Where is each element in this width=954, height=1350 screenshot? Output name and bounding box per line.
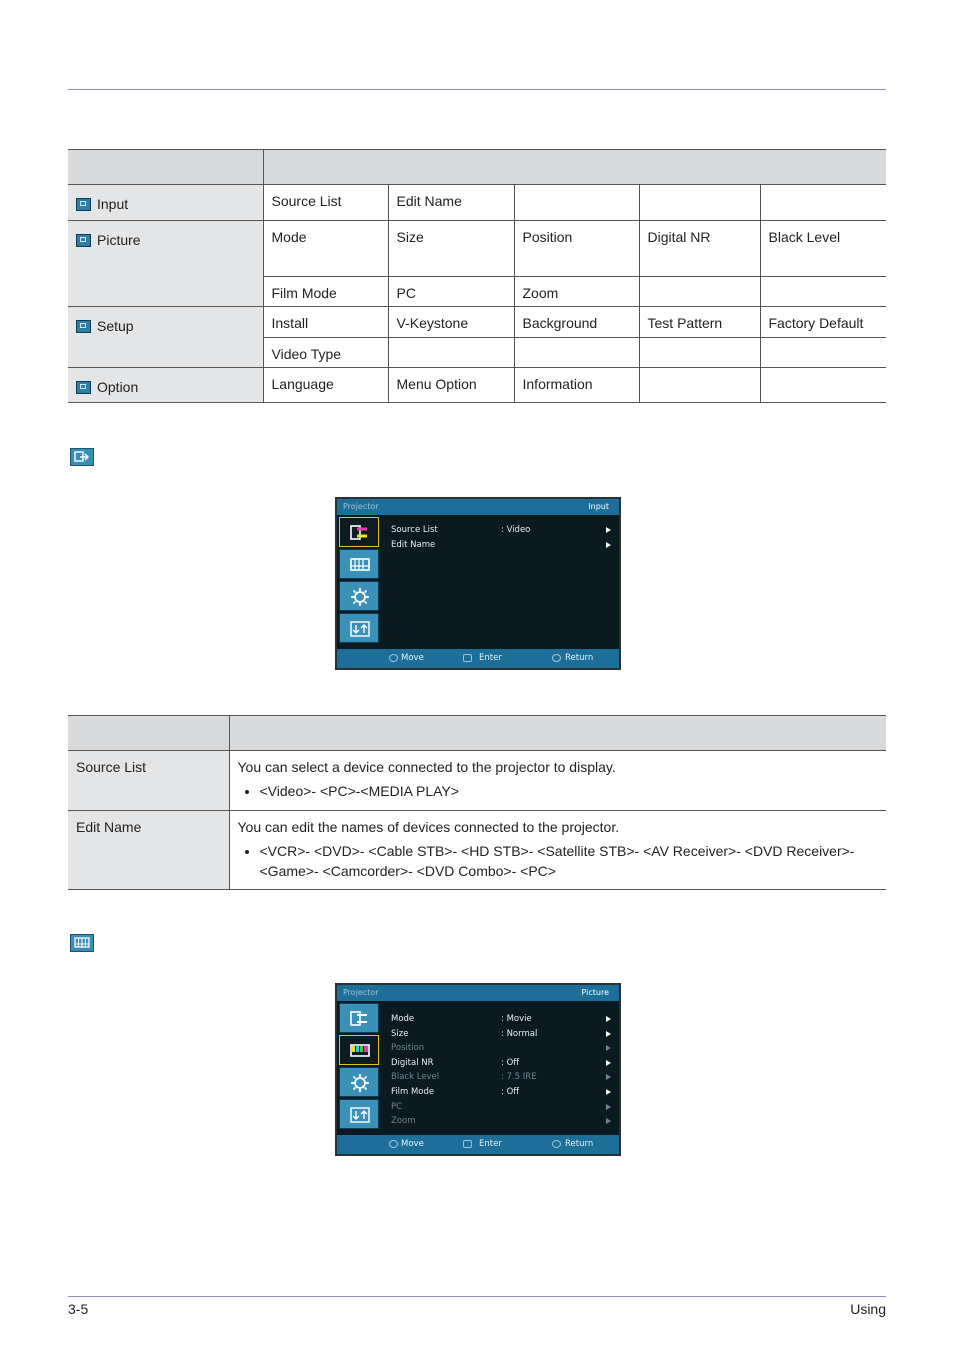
table-cell	[648, 277, 752, 285]
table-header-cell	[68, 716, 229, 751]
arrow-right-icon	[606, 1118, 611, 1124]
osd-footer-bar	[337, 1135, 619, 1154]
table-cell: Edit Name	[396, 193, 462, 209]
return-icon	[552, 1140, 561, 1148]
option-bullet: • <Video>- <PC>-<MEDIA PLAY>	[260, 781, 879, 801]
osd-move-label: Move	[401, 653, 424, 663]
osd-item-label: Digital NR	[391, 1057, 434, 1068]
table-cell: Menu Option	[396, 376, 477, 392]
osd-item[interactable]	[391, 538, 613, 553]
osd-enter-label: Enter	[479, 653, 502, 663]
picture-icon	[349, 555, 371, 575]
osd-tab-picture[interactable]	[339, 1035, 379, 1065]
menu-overview-table	[68, 149, 886, 403]
setup-icon	[76, 320, 91, 333]
section-name: Using	[850, 1301, 886, 1317]
return-icon	[552, 654, 561, 662]
osd-title-bar	[337, 499, 619, 515]
input-description-table	[68, 715, 886, 890]
table-header-cell	[68, 150, 263, 185]
category-cell	[68, 368, 263, 403]
arrow-right-icon	[606, 1045, 611, 1051]
osd-return-label: Return	[565, 1139, 594, 1149]
table-cell	[648, 185, 752, 193]
arrow-right-icon	[606, 1104, 611, 1110]
osd-footer-bar	[337, 649, 619, 668]
osd-tab-input[interactable]	[339, 1003, 379, 1033]
osd-tab-input[interactable]	[339, 517, 379, 547]
osd-item[interactable]	[391, 523, 613, 538]
table-cell: Information	[522, 376, 593, 392]
option-icon	[349, 1105, 371, 1125]
category-cell	[68, 221, 263, 307]
osd-tab-option[interactable]	[339, 1099, 379, 1129]
move-icon	[389, 654, 398, 662]
osd-item-value: : Video	[501, 525, 531, 535]
osd-brand: Projector	[343, 988, 379, 997]
category-label: Input	[97, 196, 129, 212]
table-cell: Test Pattern	[647, 315, 723, 331]
osd-item[interactable]	[391, 1056, 613, 1071]
osd-input-screen	[335, 497, 621, 670]
arrow-right-icon	[606, 527, 611, 533]
osd-item-value: : Movie	[501, 1014, 532, 1024]
osd-brand: Projector	[343, 502, 379, 511]
osd-item	[391, 1100, 613, 1115]
osd-item-label: Position	[391, 1043, 425, 1054]
arrow-right-icon	[606, 1074, 611, 1080]
table-cell	[769, 338, 879, 346]
osd-item-label: Zoom	[391, 1116, 416, 1127]
osd-item-list	[391, 1012, 613, 1129]
arrow-right-icon	[606, 1060, 611, 1066]
osd-move-label: Move	[401, 1139, 424, 1149]
category-cell	[68, 185, 263, 221]
option-icon	[76, 381, 91, 394]
table-cell: Position	[522, 229, 573, 245]
osd-item-value: : Off	[501, 1086, 520, 1097]
arrow-right-icon	[606, 1089, 611, 1095]
table-cell: Video Type	[271, 346, 342, 362]
osd-picture-screen	[335, 983, 621, 1156]
option-description: You can select a device connected to the projector to display.	[237, 759, 616, 775]
osd-item-value: : Off	[501, 1057, 520, 1068]
input-section-icon	[70, 448, 94, 466]
osd-item-label: Edit Name	[391, 539, 436, 550]
picture-icon	[76, 234, 91, 247]
category-label: Setup	[97, 318, 134, 334]
page-number: 3-5	[68, 1301, 89, 1317]
table-cell	[769, 185, 879, 193]
table-cell: Install	[271, 315, 309, 331]
header-rule	[68, 89, 886, 90]
option-desc-cell	[229, 751, 886, 811]
osd-item-label: Mode	[391, 1014, 415, 1024]
osd-menu-title: Input	[588, 502, 609, 511]
option-name-cell	[68, 811, 229, 890]
osd-item-list	[391, 523, 613, 552]
arrow-right-icon	[606, 1016, 611, 1022]
input-icon	[76, 198, 91, 211]
table-cell: Film Mode	[271, 285, 337, 301]
table-cell	[397, 338, 506, 346]
arrow-right-icon	[606, 542, 611, 548]
table-cell	[523, 338, 631, 346]
category-cell	[68, 307, 263, 368]
osd-item-label: Film Mode	[391, 1086, 435, 1097]
table-cell: Digital NR	[647, 229, 711, 245]
table-cell: PC	[396, 285, 416, 301]
table-cell: V-Keystone	[396, 315, 469, 331]
option-icon	[349, 619, 371, 639]
picture-section-icon	[70, 934, 94, 952]
osd-menu-title: Picture	[581, 988, 609, 997]
osd-tab-option[interactable]	[339, 613, 379, 643]
table-cell	[523, 185, 631, 193]
option-name: Edit Name	[76, 819, 142, 835]
input-icon	[349, 523, 371, 543]
osd-item	[391, 1070, 613, 1085]
enter-icon	[463, 1140, 472, 1148]
osd-item-label: Size	[391, 1028, 409, 1039]
table-cell: Size	[396, 229, 424, 245]
table-cell	[648, 338, 752, 346]
option-name: Source List	[76, 759, 147, 775]
arrow-right-icon	[606, 1031, 611, 1037]
osd-item-label: Black Level	[391, 1072, 440, 1083]
table-cell: Background	[522, 315, 598, 331]
enter-icon	[463, 654, 472, 662]
osd-item-label: Source List	[391, 525, 438, 535]
table-cell: Language	[271, 376, 334, 392]
table-cell: Source List	[271, 193, 342, 209]
table-cell	[769, 277, 879, 285]
osd-item[interactable]	[391, 1012, 613, 1027]
osd-item-value: : 7.5 IRE	[501, 1072, 537, 1083]
category-label: Picture	[97, 232, 141, 248]
osd-category-bar	[339, 1003, 381, 1133]
picture-icon	[349, 1041, 371, 1061]
option-bullet: • <VCR>- <DVD>- <Cable STB>- <HD STB>- <Satellite STB>- <AV Receiver>- <DVD Receiver>- <Game>- <Camcorder>- <DVD Combo>- <PC>	[260, 841, 879, 881]
osd-tab-picture[interactable]	[339, 549, 379, 579]
input-icon	[349, 1009, 371, 1029]
option-desc-cell	[229, 811, 886, 890]
osd-tab-setup[interactable]	[339, 1067, 379, 1097]
table-cell: Factory Default	[768, 315, 864, 331]
gear-icon	[349, 1073, 371, 1093]
osd-tab-setup[interactable]	[339, 581, 379, 611]
table-header-cell	[229, 716, 886, 751]
move-icon	[389, 1140, 398, 1148]
category-label: Option	[97, 379, 139, 395]
osd-return-label: Return	[565, 653, 594, 663]
osd-item	[391, 1041, 613, 1056]
osd-title-bar	[337, 985, 619, 1001]
gear-icon	[349, 587, 371, 607]
table-cell: Black Level	[768, 229, 841, 245]
table-header-cell	[263, 150, 886, 185]
osd-item[interactable]	[391, 1027, 613, 1042]
osd-item-value: : Normal	[501, 1028, 538, 1039]
osd-item-label: PC	[391, 1101, 403, 1112]
table-cell: Mode	[271, 229, 307, 245]
osd-item[interactable]	[391, 1085, 613, 1100]
osd-enter-label: Enter	[479, 1139, 502, 1149]
table-cell: Zoom	[522, 285, 559, 301]
option-name-cell	[68, 751, 229, 811]
osd-category-bar	[339, 517, 381, 647]
osd-item	[391, 1114, 613, 1129]
table-cell	[648, 368, 752, 376]
option-description: You can edit the names of devices connected to the projector.	[237, 819, 620, 835]
footer-rule	[68, 1296, 886, 1297]
table-cell	[769, 368, 879, 376]
